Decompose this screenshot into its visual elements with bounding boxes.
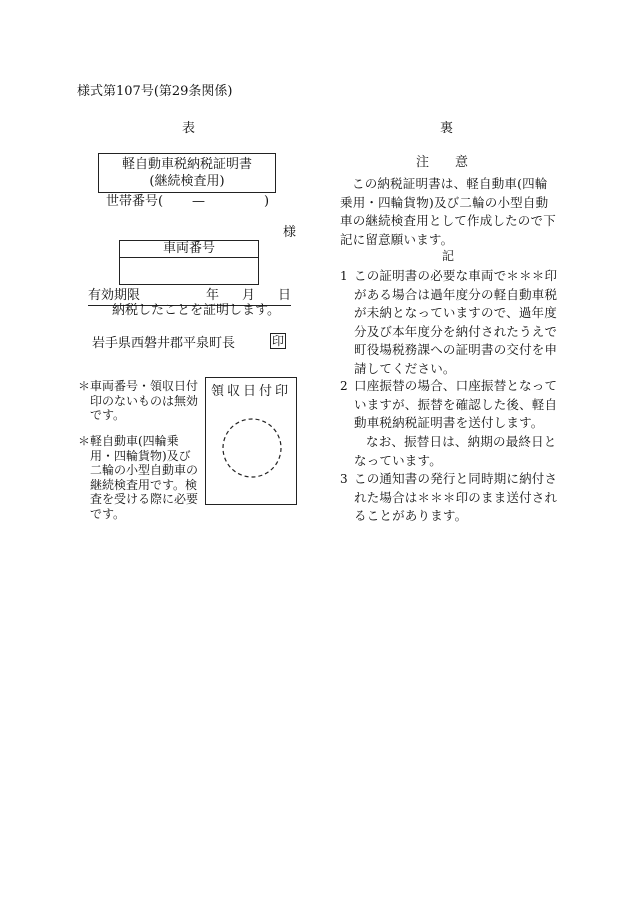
- back-item-2-num: 2: [340, 379, 348, 393]
- caution-title: 注 意: [416, 155, 469, 170]
- back-item-3-text: この通知書の発行と同時期に納付された場合は＊＊＊印のまま送付されることがあります。: [354, 471, 558, 524]
- household-number-dash: —: [192, 194, 205, 209]
- caution-intro: この納税証明書は、軽自動車(四輪乗用・四輪貨物)及び二輪の小型自動車の継続検査用として作成したので下記に留意願います。: [340, 176, 556, 247]
- note-2-mark: ＊: [78, 434, 91, 448]
- validity-label: 有効期限: [88, 288, 141, 303]
- front-heading: 表: [182, 121, 196, 136]
- note-2-text: 軽自動車(四輪乗用・四輪貨物)及び二輪の小型自動車の継続検査用です。検査を受ける際に必要です。: [90, 434, 199, 521]
- honorific: 様: [283, 225, 297, 240]
- receipt-stamp-label: 領収日付印: [210, 384, 291, 399]
- household-number-label: 世帯番号(: [106, 194, 164, 209]
- note-1-text: 車両番号・領収日付印のないものは無効です。: [90, 379, 199, 423]
- back-item-2-text: 口座振替の場合、口座振替となっていますが、振替を確認した後、軽自動車税納税証明書を送付します。: [354, 378, 558, 431]
- household-number-close: ): [264, 194, 270, 209]
- back-item-2-note-text: なお、振替日は、納期の最終日となっています。: [354, 434, 557, 468]
- vehicle-number-label: 車両番号: [162, 241, 215, 256]
- form-label: 様式第107号(第29条関係): [77, 84, 233, 99]
- validity-year: 年: [206, 288, 220, 303]
- validity-month: 月: [242, 288, 256, 303]
- back-item-1-text: この証明書の必要な車両で＊＊＊印がある場合は過年度分の軽自動車税が未納となっていますので、過年度分及び本年度分を納付されたうえで町役場税務課への証明書の交付を申請してください。: [354, 268, 558, 376]
- note-1-mark: ＊: [78, 379, 91, 393]
- validity-day: 日: [278, 288, 292, 303]
- seal-char: 印: [272, 334, 285, 348]
- ki-mark: 記: [442, 249, 455, 263]
- vehicle-number-divider: [120, 257, 258, 258]
- certificate-title-box: [98, 153, 276, 193]
- back-item-1-num: 1: [340, 269, 348, 283]
- certify-text: 納税したことを証明します。: [112, 303, 280, 318]
- vehicle-number-box: [119, 240, 259, 285]
- receipt-stamp-box: [205, 377, 297, 505]
- certificate-title: 軽自動車税納税証明書: [121, 157, 252, 172]
- seal-box: [270, 333, 286, 349]
- certificate-subtitle: (継続検査用): [149, 174, 225, 189]
- issuer: 岩手県西磐井郡平泉町長: [92, 336, 236, 351]
- back-item-3-num: 3: [340, 472, 348, 486]
- receipt-stamp-circle: [220, 416, 284, 480]
- back-heading: 裏: [440, 121, 454, 136]
